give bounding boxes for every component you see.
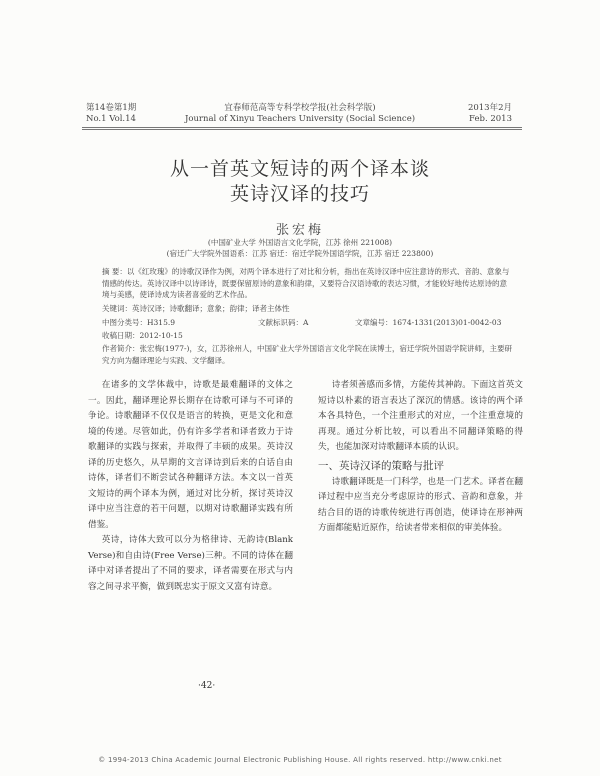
- body-paragraph: 在诸多的文学体裁中，诗歌是最难翻译的文体之一。因此，翻译理论界长期存在诗歌可译与不可译的争论。诗歌翻译不仅仅是语言的转换，更是文化和意境的传递。尽管如此，仍有许多学者和译者致力于诗歌翻译的实践与探索，并取得了丰硕的成果。英诗汉译的历史悠久，从早期的文言译诗到后来的白话自由诗体，译者们不断尝试各种翻译方法。本文以一首英文短诗的两个译本为例，通过对比分析，探讨英诗汉译中应当注意的若干问题，以期对诗歌翻译实践有所借鉴。: [88, 380, 293, 530]
- author-name: 张宏梅: [275, 223, 324, 238]
- volume-cn: 第14卷第1期: [86, 103, 137, 113]
- body-left-column: [88, 378, 293, 595]
- article-number: 文章编号：1674-1331(2013)01-0042-03: [355, 318, 502, 327]
- keywords: 关键词：英诗汉译；诗歌翻译；意象；韵律；译者主体性: [102, 304, 290, 313]
- body-paragraph: 诗歌翻译既是一门科学，也是一门艺术。译者在翻译过程中应当充分考虑原诗的形式、音韵和意象，并结合目的语的诗歌传统进行再创造，使译诗在形神两方面都能贴近原作，给读者带来相似的审美体验。: [318, 476, 523, 533]
- clc-number: 中图分类号：H315.9: [102, 318, 176, 327]
- article-title-line2: 英诗汉译的技巧: [229, 183, 370, 205]
- page-number: ·42·: [198, 681, 216, 691]
- body-paragraph: 英诗，诗体大致可以分为格律诗、无韵诗(Blank Verse)和自由诗(Free Verse)三种。不同的诗体在翻译中对译者提出了不同的要求，译者需要在形式与内容之间寻求平衡，做到既忠实于原文又富有诗意。: [88, 535, 293, 592]
- issue-date-en: Feb. 2013: [469, 114, 512, 124]
- copyright-footer: © 1994-2013 China Academic Journal Electronic Publishing House. All rights reserved. http://www.cnki.net: [98, 756, 502, 764]
- journal-name-en: Journal of Xinyu Teachers University (Social Science): [184, 114, 416, 124]
- affiliation-line2: (宿迁广大学院外国语系：江苏 宿迁：宿迁学院外国语学院，江苏 宿迁 223800): [166, 249, 434, 258]
- body-paragraph: 诗者须善感而多情，方能传其神韵。下面这首英文短诗以朴素的语言表达了深沉的情感。该诗的两个译本各具特色，一个注重形式的对应，一个注重意境的再现。通过分析比较，可以看出不同翻译策略的得失，也能加深对诗歌翻译本质的认识。: [318, 380, 523, 452]
- body-right-column: [318, 378, 523, 537]
- abstract: 摘 要：以《红玫瑰》的诗歌汉译作为例，对两个译本进行了对比和分析，指出在英诗汉译中应注意诗的形式、音韵、意象与情感的传达。英诗汉译中以诗译诗，既要保留原诗的意象和韵律，又要符合汉语诗歌的表达习惯，才能较好地传达原诗的意境与美感，使译诗成为读者喜爱的艺术作品。: [102, 267, 510, 299]
- affiliation-line1: (中国矿业大学 外国语言文化学院，江苏 徐州 221008): [207, 238, 393, 247]
- document-code: 文献标识码：A: [258, 318, 309, 327]
- journal-name-cn: 宜春师范高等专科学校学报(社会科学版): [224, 103, 376, 113]
- header-rule-thin: [82, 129, 522, 130]
- issue-date: [468, 103, 512, 125]
- received-date: 收稿日期：2012-10-15: [102, 331, 183, 340]
- volume-en: No.1 Vol.14: [86, 114, 136, 124]
- section-heading: 一、英诗汉译的策略与批评: [318, 459, 444, 472]
- author-bio: 作者简介：张宏梅(1977-)，女，江苏徐州人，中国矿业大学外国语言文化学院在读博士，宿迁学院外国语学院讲师，主要研究方向为翻译理论与实践、文学翻译。: [102, 344, 512, 365]
- header-rule: [82, 127, 522, 128]
- issue-date-cn: 2013年2月: [467, 103, 512, 113]
- article-title-line1: 从一首英文短诗的两个译本谈: [169, 158, 430, 180]
